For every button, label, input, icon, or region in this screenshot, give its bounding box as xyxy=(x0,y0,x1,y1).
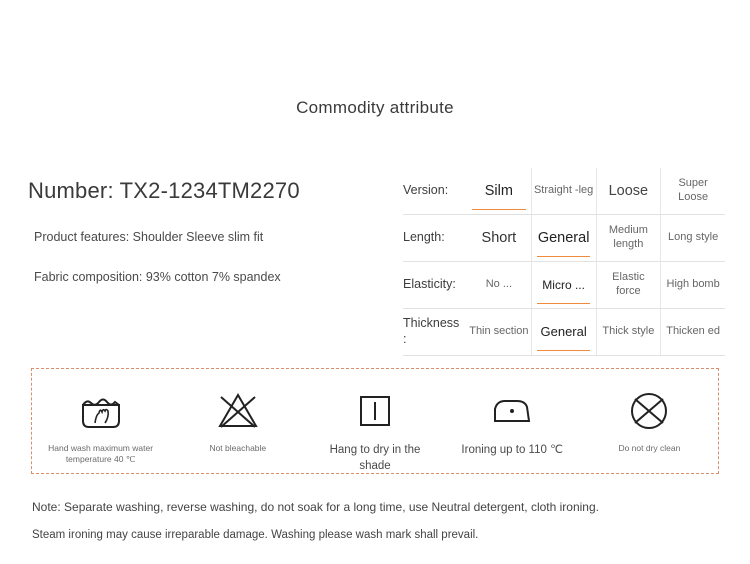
option-thickness-0[interactable]: Thin section xyxy=(469,325,529,338)
note-line-1: Note: Separate washing, reverse washing, do not soak for a long time, use Neutral detergent, cloth ironing. xyxy=(32,500,599,514)
option-elasticity-0[interactable]: No ... xyxy=(485,278,513,291)
fabric-composition: Fabric composition: 93% cotton 7% spandex xyxy=(34,270,281,284)
option-thickness-1[interactable]: General xyxy=(531,309,596,355)
care-caption-hand-wash: Hand wash maximum water temperature 40 ℃ xyxy=(48,443,154,465)
iron-icon xyxy=(484,387,540,435)
care-item-iron xyxy=(444,369,581,459)
option-elasticity-1[interactable]: Micro ... xyxy=(531,262,596,308)
option-version-3[interactable]: Super Loose xyxy=(660,168,725,214)
option-version-1[interactable]: Straight -leg xyxy=(531,168,596,214)
option-version-0[interactable]: Silm xyxy=(467,168,531,214)
attribute-label-thickness: Thickness : xyxy=(403,316,460,346)
care-item-no-bleach xyxy=(169,369,306,454)
product-info-column xyxy=(28,178,388,284)
attribute-row-thickness xyxy=(403,309,725,356)
attribute-row-version xyxy=(403,168,725,215)
attribute-options-thickness xyxy=(467,309,725,355)
attribute-label-length: Length: xyxy=(403,230,445,245)
option-length-3[interactable]: Long style xyxy=(660,215,725,261)
option-length-1[interactable]: General xyxy=(531,215,596,261)
care-items xyxy=(32,369,718,473)
care-item-hand-wash xyxy=(32,369,169,466)
care-caption-no-dry-clean: Do not dry clean xyxy=(618,443,681,453)
attribute-label-elasticity: Elasticity: xyxy=(403,277,456,292)
attribute-label-version: Version: xyxy=(403,183,449,198)
care-caption-hang-dry: Hang to dry in the shade xyxy=(329,444,421,472)
attribute-row-elasticity xyxy=(403,262,725,309)
option-elasticity-2[interactable]: Elastic force xyxy=(596,262,661,308)
care-item-hang-dry xyxy=(306,369,443,474)
option-thickness-2[interactable]: Thick style xyxy=(596,309,661,355)
no-bleach-icon xyxy=(210,387,266,435)
attribute-options-length xyxy=(467,215,725,261)
note-line-2: Steam ironing may cause irreparable damage. Washing please wash mark shall prevail. xyxy=(32,529,479,541)
page-title: Commodity attribute xyxy=(296,98,454,117)
option-version-2[interactable]: Loose xyxy=(596,168,661,214)
care-caption-iron: Ironing up to 110 ℃ xyxy=(461,444,563,456)
hand-wash-icon xyxy=(73,387,129,435)
attribute-row-length xyxy=(403,215,725,262)
option-elasticity-3[interactable]: High bomb xyxy=(660,262,725,308)
care-caption-no-bleach: Not bleachable xyxy=(209,443,267,453)
hang-dry-shade-icon xyxy=(347,387,403,435)
attribute-options-version xyxy=(467,168,725,214)
no-dry-clean-icon xyxy=(621,387,677,435)
attribute-options-elasticity xyxy=(467,262,725,308)
option-length-0[interactable]: Short xyxy=(481,229,517,246)
option-length-2[interactable]: Medium length xyxy=(596,215,661,261)
care-item-no-dry-clean xyxy=(581,369,718,454)
care-instructions-band xyxy=(31,368,719,474)
product-features: Product features: Shoulder Sleeve slim fit xyxy=(34,230,264,244)
option-thickness-3[interactable]: Thicken ed xyxy=(660,309,725,355)
attribute-table xyxy=(403,168,725,356)
product-number: Number: TX2-1234TM2270 xyxy=(28,178,300,203)
